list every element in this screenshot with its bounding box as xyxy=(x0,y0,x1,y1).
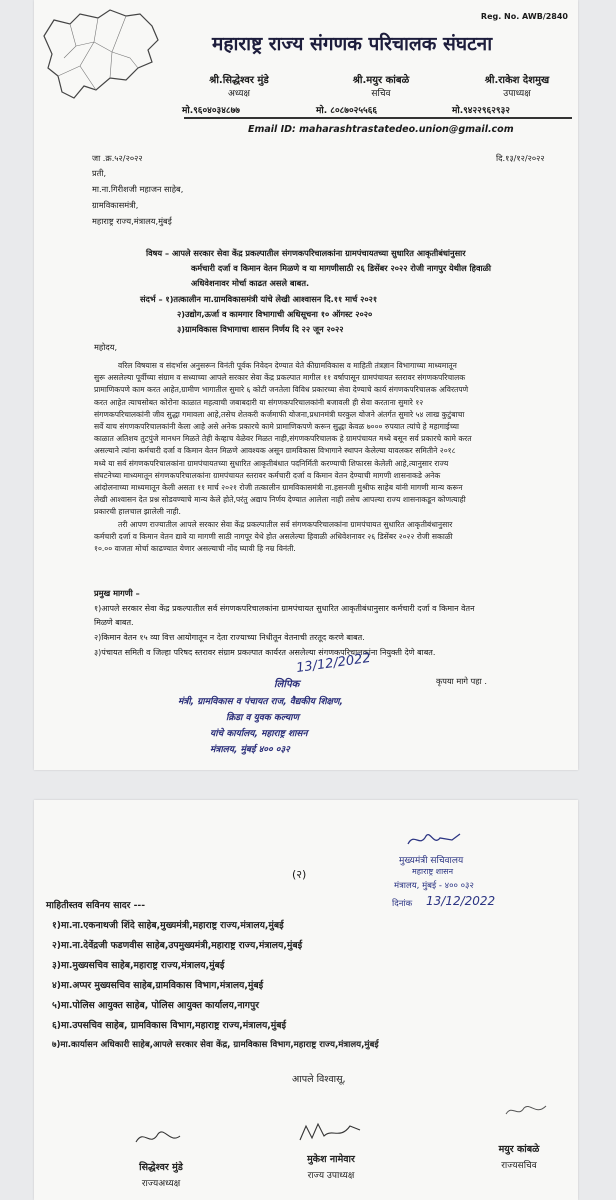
cc-title: माहितीस्तव सविनय सादर --- xyxy=(46,900,146,911)
officer-phone: मो. ८०८७०२५५६६ xyxy=(316,106,378,116)
letter-body xyxy=(94,360,564,555)
body-line: वरिल विषयास व संदर्भास अनुसरून विनंती पूर्वक निवेदन देण्यात येते कीग्रामविकास व माहिती तंत्रज्ञान विभागाच्या माध्यमातून xyxy=(118,361,457,370)
cc-item: ४)मा.अप्पर मुख्यसचिव साहेब,ग्रामविकास विभाग,मंत्रालय,मुंबई xyxy=(52,980,264,991)
signatory-role: राज्यअध्यक्ष xyxy=(141,1179,181,1189)
stamp-line: महाराष्ट्र शासन xyxy=(412,867,454,876)
reference-line: २)उद्योग,ऊर्जा व कामगार विभागाची अधिसूचना १० ऑगस्ट २०२० xyxy=(177,309,373,319)
officer-phone: मो.९६०४०३४८७७ xyxy=(182,106,240,116)
body-line: आंदोलनाच्या माध्यमातून केली असता ११ मार्च २०२१ रोजी तत्कालीन ग्रामविकासमंत्री ना.हसनजी मुश्रीफ साहेब यांनी मागणी मान्य करून xyxy=(94,483,463,493)
subject-line: अधिवेशनावर मोर्चा काढत असले बाबत. xyxy=(191,278,310,288)
demand-line: ३)पंचायत समिती व जिल्हा परिषद स्तरावर संग्राम प्रकल्पात कार्यरत असलेल्या संगणकपरिचालकांना नियुक्ती देणे बाबत. xyxy=(94,648,436,657)
signatory-name: मयुर कांबळे xyxy=(498,1144,540,1155)
registration-number: Reg. No. AWB/2840 xyxy=(480,12,568,21)
email-line: Email ID: maharashtrastatedeo.union@gmail.com xyxy=(248,124,514,135)
signature xyxy=(130,1122,190,1152)
officer-role: सचिव xyxy=(371,89,391,99)
signatory-role: राज्यसचिव xyxy=(501,1161,537,1171)
officer-role: उपाध्यक्ष xyxy=(503,89,531,99)
officer-name: श्री.मयुर कांबळे xyxy=(352,75,410,86)
signature xyxy=(502,1098,552,1122)
body-line: करत आहेत त्याचसोबत कोरोना काळात महत्वाची जबाबदारी या संगणकपरिचालकांनी बजावली ही सेवा करताना सुमारे १२ xyxy=(94,397,424,407)
body-line: काळात अतिशय तुटपुंजे मानधन मिळते तेही केव्हाच वेळेवर मिळत नाही,संगणकपरिचालक हे ग्रामपंचायत मध्ये बसून सर्व प्रकारचे कामे करत xyxy=(94,434,472,444)
closing: आपले विश्वासू, xyxy=(292,1074,346,1085)
recipient-line: प्रती, xyxy=(92,168,107,178)
cc-item: ६)मा.उपसचिव साहेब, ग्रामविकास विभाग,महाराष्ट्र राज्य,मंत्रालय,मुंबई xyxy=(52,1020,287,1031)
reference-line: ३)ग्रामविकास विभागाचा शासन निर्णय दि २२ जून २०२२ xyxy=(177,324,344,334)
body-line: १०.०० वाजता मोर्चा काढण्यात येणार असल्याची नोंद घ्यावी हि नम्र विनंती. xyxy=(94,544,296,554)
stamp-line: मुख्यमंत्री सचिवालय xyxy=(399,856,464,866)
reference-number: जा .क्र.५२/२०२२ xyxy=(92,153,143,163)
letter-page-2 xyxy=(34,800,578,1200)
demand-line: मिळणे बाबत. xyxy=(94,618,134,627)
signatory-role: राज्य उपाध्यक्ष xyxy=(307,1171,355,1181)
letter-date: दि.१३/१२/२०२२ xyxy=(496,153,545,163)
demand-line: २)किमान वेतन १५ व्या वित्त आयोगातून न देता राज्याच्या निधीतून वेतनाची तरतूद करणे बाबत. xyxy=(94,633,365,642)
body-line: सर्वे याच संगणकपरिचालकांनी केला आहे असे अनेक प्रकारचे कामे प्रामाणिकपणे करून सुद्धा केवळ ७००० रुपयात त्यांचे हे महागाईच्या xyxy=(94,422,460,432)
stamp-line: क्रिडा व युवक कल्याण xyxy=(226,713,300,723)
cc-item: ३)मा.मुख्यसचिव साहेब,महाराष्ट्र राज्य,मंत्रालय,मुंबई xyxy=(52,960,225,971)
signatory-name: मुकेश नामेवार xyxy=(307,1154,355,1165)
cc-item: ५)मा.पोलिस आयुक्त साहेब, पोलिस आयुक्त कार्यालय,नागपुर xyxy=(52,1000,259,1011)
recipient-line: ग्रामविकासमंत्री, xyxy=(92,200,139,210)
reference-line: संदर्भ – १)तत्कालीन मा.ग्रामविकासमंत्री यांचे लेखी आश्वासन दि.११ मार्च २०२१ xyxy=(140,294,378,304)
stamp-line: मंत्रालय, मुंबई - ४०० ०३२ xyxy=(394,881,474,891)
body-line: सुरू असलेल्या पूर्वीच्या संग्राम व सध्याच्या आपले सरकार सेवा केंद्र प्रकल्पात मागील ११ वर्षापासून ग्रामपंचायत स्तरावर संगणकपरिचालक xyxy=(94,373,466,383)
subject-line: कर्मचारी दर्जा व किमान वेतन मिळणे व या मागणीसाठी २६ डिसेंबर २०२२ रोजी नागपुर येथील हिवाळी xyxy=(191,263,492,273)
body-line: प्रामाणिकपणे काम करत आहेत,ग्रामीण भागातील सुमारे ६ कोटी जनतेला विविध प्रकारच्या सेवा देण्याचे कार्य संगणकपरिचालक अविरतपणे xyxy=(94,385,469,395)
officer-role: अध्यक्ष xyxy=(228,89,250,99)
officer-name: श्री.सिद्धेश्वर मुंडे xyxy=(209,75,269,86)
recipient-line: महाराष्ट्र राज्य,मंत्रालय,मुंबई xyxy=(92,216,172,226)
signatory-name: सिद्धेश्वर मुंडे xyxy=(139,1162,183,1173)
body-line: संगणकपरिचालकांनी जीव सुद्धा गमावला आहे,तसेच शेतकरी कर्जमाफी योजना,प्रधानमंत्री घरकुल योजने अंतर्गत सुमारे ५४ लाख कुटुंबाचा xyxy=(94,409,465,419)
stamp-line: यांचे कार्यालय, महाराष्ट्र शासन xyxy=(210,729,308,739)
cc-item: १)मा.ना.एकनाथजी शिंदे साहेब,मुख्यमंत्री,महाराष्ट्र राज्य,मंत्रालय,मुंबई xyxy=(52,920,284,931)
stamp-line: मंत्रालय, मुंबई ४०० ०३२ xyxy=(210,745,290,755)
demand-line: १)आपले सरकार सेवा केंद्र प्रकल्पातील सर्व संगणकपरिचालकांना ग्रामपंचायत सुधारित आकृतीबंधानुसार कर्मचारी दर्जा व किमान वेतन xyxy=(94,604,475,613)
demands-title: प्रमुख मागणी – xyxy=(94,588,140,598)
letter-page-1 xyxy=(34,0,578,770)
body-line: लेखी आश्वासन देत प्रश्न सोडवण्याचे मान्य केले होते,परंतु अद्याप निर्णय देण्यात आलेला नाही तसेच आपल्या राज्य शासनाकडून कोणत्याही xyxy=(94,495,466,505)
body-line: असल्याने त्यांना कर्मचारी दर्जा व किमान वेतन मिळणे आवश्यक असून ग्रामविकास विभागाने स्थापन केलेल्या यावलकर समितीने २०१८ xyxy=(94,446,456,456)
body-line: कर्मचारी दर्जा व किमान वेतन द्यावे या मागणी साठी नागपूर येथे होत असलेल्या हिवाळी अधिवेशनावर २६ डिसेंबर २०२२ रोजी सकाळी xyxy=(94,531,453,541)
body-line: प्रकारची हालचाल झालेली नाही. xyxy=(94,507,181,517)
organization-name: महाराष्ट्र राज्य संगणक परिचालक संघटना xyxy=(212,33,493,55)
officer-phone: मो.९४२२९६२९३२ xyxy=(452,106,510,116)
officer-name: श्री.राकेश देशमुख xyxy=(484,75,550,86)
maharashtra-map-logo xyxy=(40,6,162,106)
stamp-line: मंत्री, ग्रामविकास व पंचायत राज, वैद्यकीय शिक्षण, xyxy=(178,697,343,707)
recipient-line: मा.ना.गिरीशजी महाजन साहेब, xyxy=(92,184,184,194)
handwritten-date: 13/12/2022 xyxy=(426,894,496,908)
signature xyxy=(296,1118,366,1148)
handwritten-date: 13/12/2022 xyxy=(295,650,372,677)
body-line: मध्ये या सर्व संगणकपरिचालकांना ग्रामपंचायतच्या सुधारित आकृतीबंधात पदनिर्मिती करण्याची शिफारस केलेली आहे,त्यानुसार राज्य xyxy=(94,458,449,468)
page-number: (२) xyxy=(292,868,307,881)
subject-line: विषय – आपले सरकार सेवा केंद्र प्रकल्पातील संगणकपरिचालकांना ग्रामपंचायतच्या सुधारित आकृतीबंधांनुसार xyxy=(146,248,466,258)
stamp-line: लिपिक xyxy=(274,679,300,690)
cc-item: ७)मा.कार्यासन अधिकारी साहेब,आपले सरकार सेवा केंद्र, ग्रामविकास विभाग,महाराष्ट्र राज्य,मंत्रालय,मुंबई xyxy=(52,1040,379,1050)
body-line: तरी आपण राज्यातील आपले सरकार सेवा केंद्र प्रकल्पातील सर्व संगणकपरिचालकांना ग्रामपंचायत सुधारित आकृतीबंधानुसार xyxy=(118,519,453,529)
cc-item: २)मा.ना.देवेंद्रजी फडणवीस साहेब,उपमुख्यमंत्री,महाराष्ट्र राज्य,मंत्रालय,मुंबई xyxy=(52,940,303,951)
stamp-date-label: दिनांक xyxy=(392,899,413,909)
please-turn-over: कृपया मागे पहा . xyxy=(436,676,487,686)
body-line: संघटनेच्या माध्यमातून संगणकपरिचालकांना ग्रामपंचायत स्तरावर कर्मचारी दर्जा व किमान वेतन देण्याची मागणी शासनाकडे अनेक xyxy=(94,470,441,480)
header-divider xyxy=(184,117,572,119)
salutation: महोदय, xyxy=(94,342,118,352)
stamp-signature xyxy=(404,828,464,850)
